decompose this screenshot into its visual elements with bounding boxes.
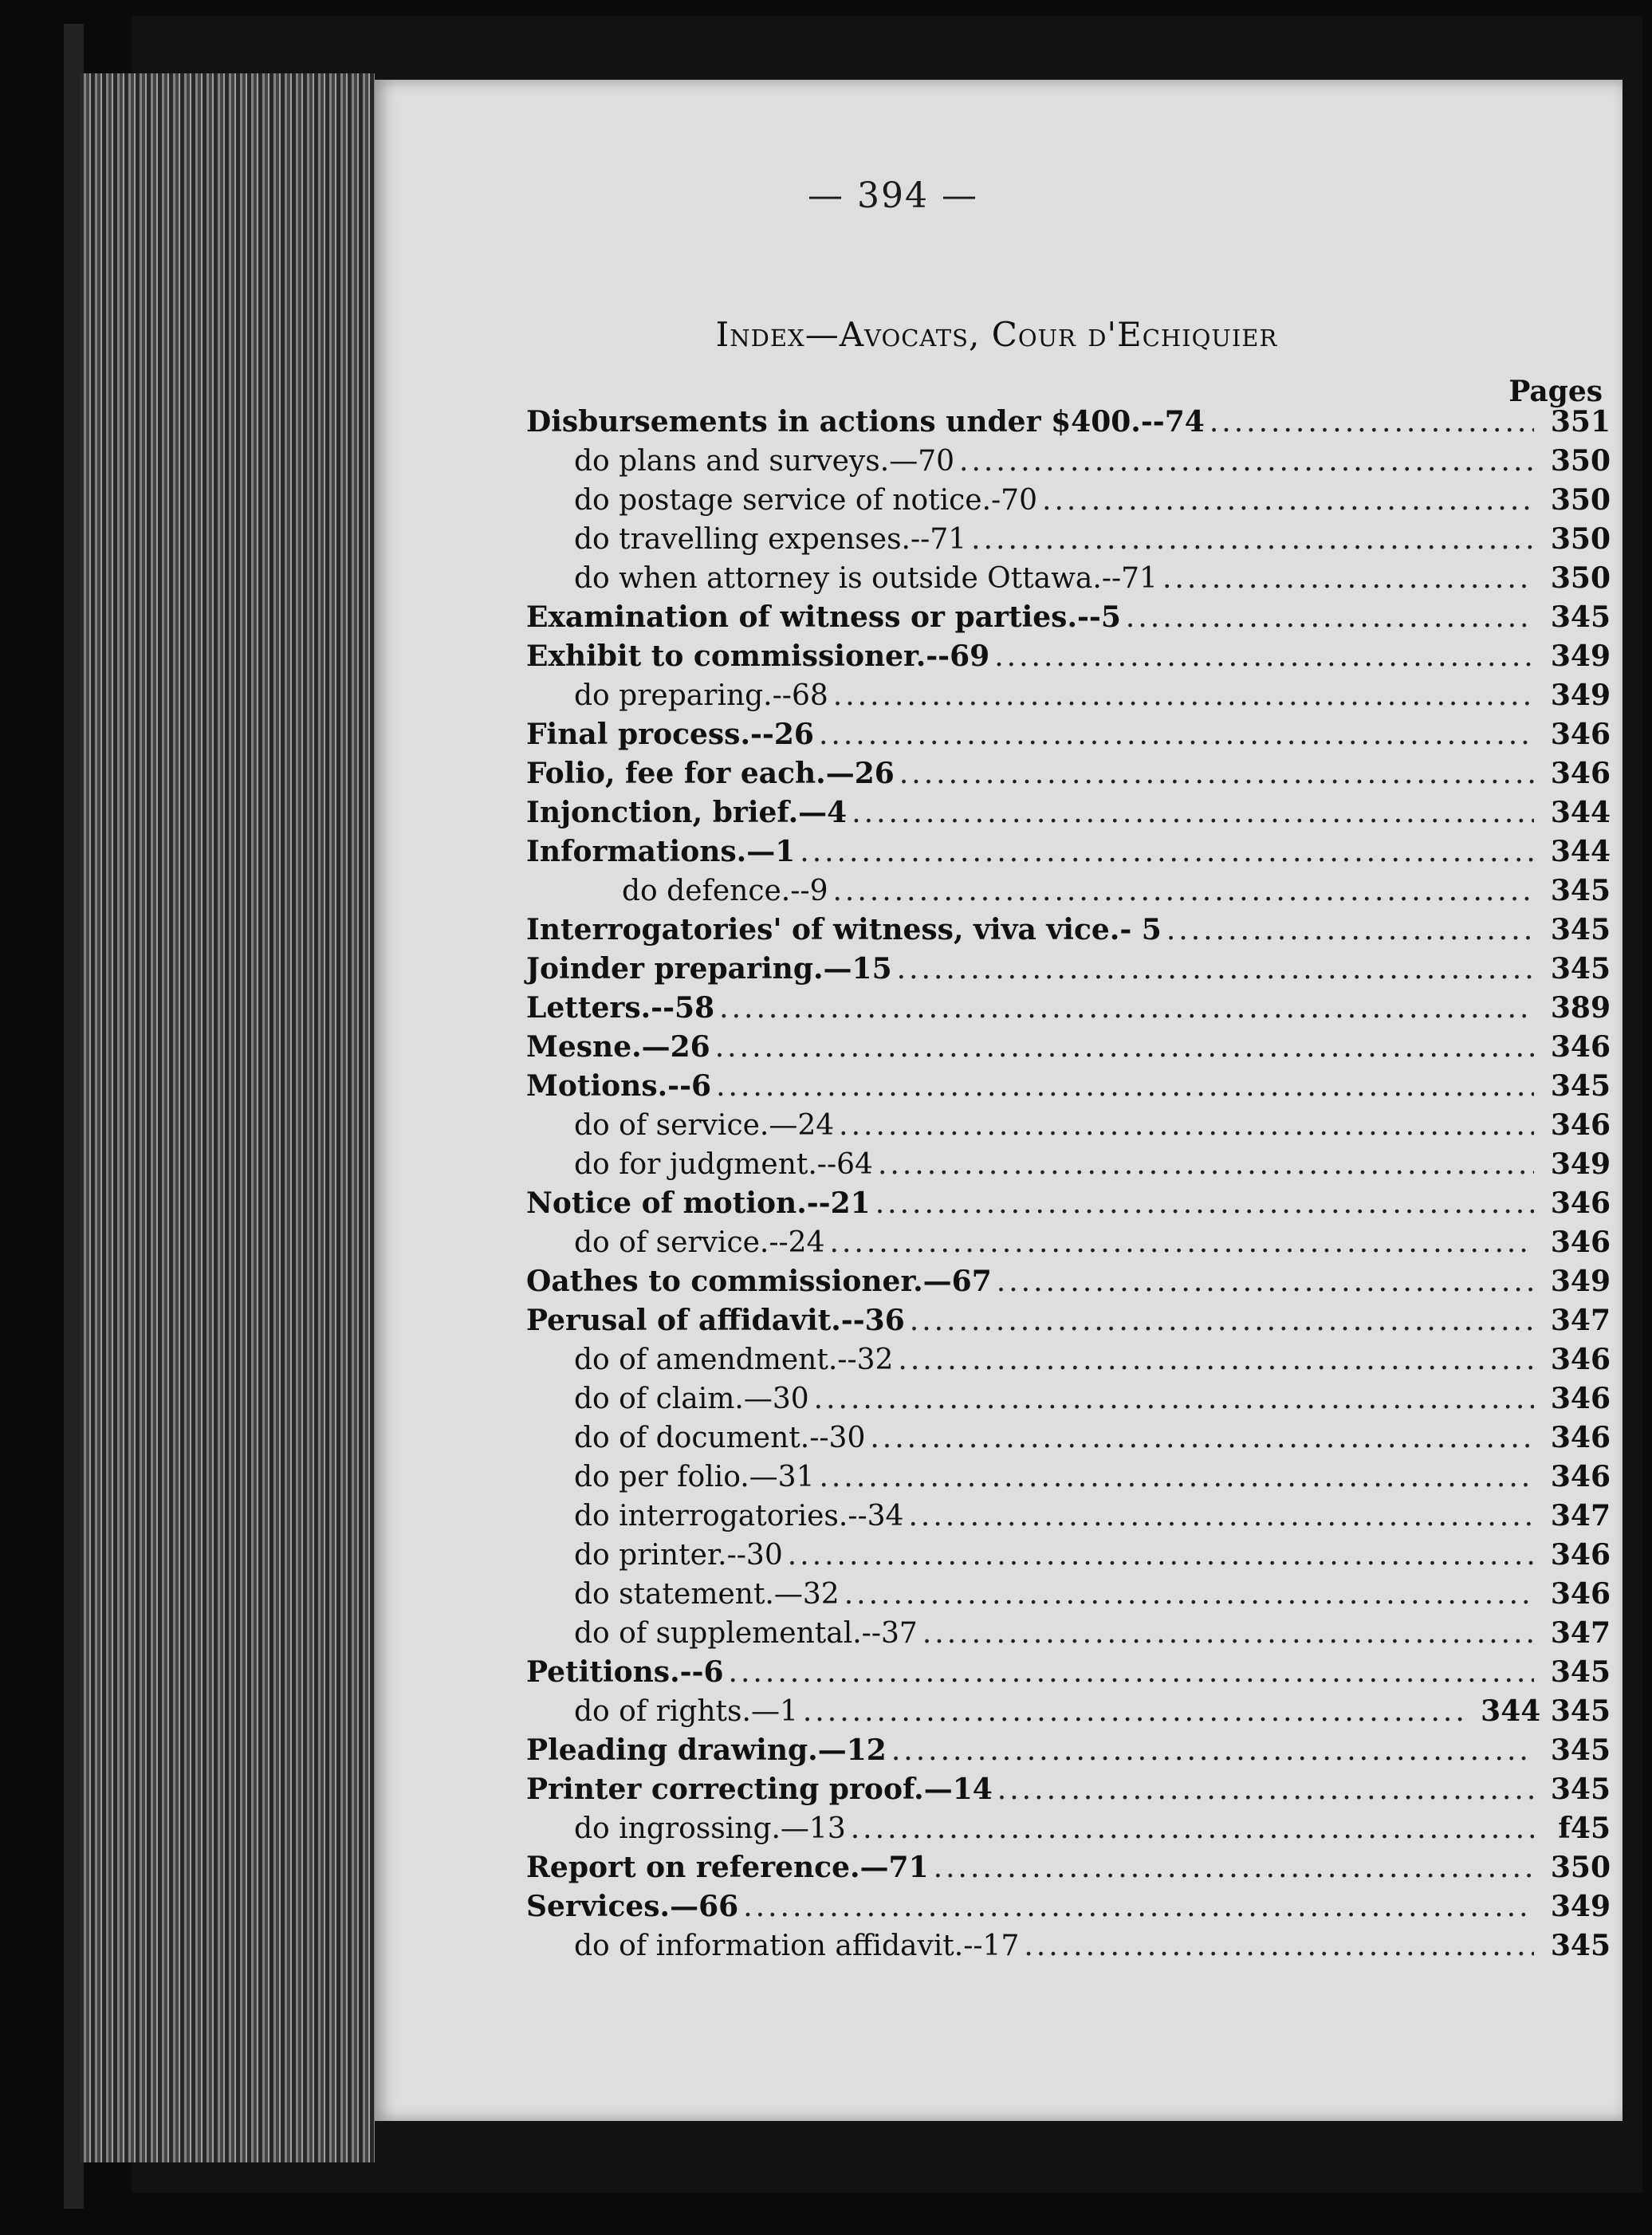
dot-leader bbox=[844, 1578, 1534, 1611]
dot-leader bbox=[1166, 914, 1534, 946]
entry-text: Motions.--6 bbox=[526, 1069, 712, 1103]
entry-page-number: 349 bbox=[1550, 1265, 1611, 1298]
entry-page-number: 344 bbox=[1550, 796, 1611, 829]
dot-leader bbox=[852, 797, 1534, 829]
dot-leader bbox=[800, 836, 1534, 868]
index-entry bbox=[526, 913, 1611, 952]
entry-text: do of service.—24 bbox=[574, 1109, 835, 1142]
index-entry bbox=[526, 1069, 1611, 1108]
index-entry bbox=[526, 1382, 1611, 1421]
entry-text: do plans and surveys.—70 bbox=[574, 445, 954, 478]
entry-page-number: 350 bbox=[1550, 561, 1611, 595]
entry-page-number: 350 bbox=[1550, 522, 1611, 556]
index-entry bbox=[526, 757, 1611, 796]
entry-page-number: 350 bbox=[1550, 483, 1611, 517]
entry-text: do of document.--30 bbox=[574, 1422, 866, 1454]
index-entry bbox=[526, 1343, 1611, 1382]
index-entry bbox=[526, 1108, 1611, 1147]
index-entry bbox=[526, 1538, 1611, 1577]
dot-leader bbox=[715, 1031, 1534, 1064]
entry-text: Mesne.—26 bbox=[526, 1030, 710, 1064]
page-edges bbox=[80, 73, 375, 2162]
index-entry bbox=[526, 561, 1611, 600]
entry-page-number: 347 bbox=[1550, 1499, 1611, 1533]
entry-text: do interrogatories.--34 bbox=[574, 1500, 904, 1533]
index-entry bbox=[526, 1733, 1611, 1773]
index-entry bbox=[526, 1655, 1611, 1694]
index-entry bbox=[526, 1304, 1611, 1343]
entry-text: Exhibit to commissioner.--69 bbox=[526, 639, 990, 673]
entry-text: do defence.--9 bbox=[622, 875, 828, 907]
dot-leader bbox=[830, 1226, 1535, 1259]
entry-text: Interrogatories' of witness, viva vice.- 5 bbox=[526, 913, 1162, 946]
index-entry bbox=[526, 1694, 1611, 1733]
entry-page-number: 346 bbox=[1550, 1108, 1611, 1142]
page-number: — 394 — bbox=[808, 175, 978, 216]
index-entry bbox=[526, 600, 1611, 639]
entry-text: Perusal of affidavit.--36 bbox=[526, 1304, 905, 1337]
dot-leader bbox=[997, 1265, 1534, 1298]
entry-text: do of service.--24 bbox=[574, 1226, 825, 1259]
index-entry bbox=[526, 835, 1611, 874]
entry-page-number: 345 bbox=[1550, 1069, 1611, 1103]
dot-leader bbox=[910, 1304, 1534, 1337]
entry-page-number: 389 bbox=[1550, 991, 1611, 1025]
entry-text: Report on reference.—71 bbox=[526, 1851, 929, 1884]
entry-text: Disbursements in actions under $400.--74 bbox=[526, 405, 1205, 439]
index-entry bbox=[526, 718, 1611, 757]
index-entry bbox=[526, 483, 1611, 522]
entry-text: Notice of motion.--21 bbox=[526, 1186, 871, 1220]
entry-text: do ingrossing.—13 bbox=[574, 1812, 846, 1845]
dot-leader bbox=[719, 992, 1534, 1025]
index-entry bbox=[526, 1147, 1611, 1186]
dot-leader bbox=[851, 1812, 1534, 1845]
index-entry bbox=[526, 991, 1611, 1030]
dot-leader bbox=[1024, 1930, 1534, 1962]
dot-leader bbox=[997, 1773, 1534, 1806]
entry-page-number: 346 bbox=[1550, 1343, 1611, 1376]
entry-page-number: 345 bbox=[1550, 1733, 1611, 1767]
dot-leader bbox=[743, 1891, 1534, 1923]
dot-leader bbox=[878, 1148, 1534, 1181]
index-entry bbox=[526, 874, 1611, 913]
index-entry bbox=[526, 1186, 1611, 1226]
index-entry bbox=[526, 405, 1611, 444]
entry-page-number: 346 bbox=[1550, 718, 1611, 751]
entry-page-number: 345 bbox=[1550, 952, 1611, 986]
dot-leader bbox=[1042, 484, 1534, 517]
entry-text: Petitions.--6 bbox=[526, 1655, 724, 1689]
dot-leader bbox=[1126, 601, 1534, 634]
dot-leader bbox=[875, 1187, 1534, 1220]
index-entry bbox=[526, 1773, 1611, 1812]
entry-page-number: 345 bbox=[1550, 1929, 1611, 1962]
entry-page-number: 346 bbox=[1550, 1421, 1611, 1454]
index-entry bbox=[526, 1265, 1611, 1304]
dot-leader bbox=[1162, 562, 1534, 595]
entry-page-number: 349 bbox=[1550, 679, 1611, 712]
entry-text: Examination of witness or parties.--5 bbox=[526, 600, 1121, 634]
dot-leader bbox=[994, 640, 1534, 673]
index-entry bbox=[526, 679, 1611, 718]
entry-page-number: 345 bbox=[1550, 1773, 1611, 1806]
entry-page-number: 347 bbox=[1550, 1616, 1611, 1650]
dot-leader bbox=[898, 1344, 1534, 1376]
entry-page-number: 344 345 bbox=[1481, 1694, 1611, 1728]
entry-text: do for judgment.--64 bbox=[574, 1148, 873, 1181]
entry-page-number: 345 bbox=[1550, 1655, 1611, 1689]
entry-page-number: f45 bbox=[1558, 1812, 1611, 1845]
index-entry bbox=[526, 1890, 1611, 1929]
index-entry bbox=[526, 444, 1611, 483]
index-entry bbox=[526, 1812, 1611, 1851]
entry-text: Joinder preparing.—15 bbox=[526, 952, 892, 986]
entry-page-number: 346 bbox=[1550, 757, 1611, 790]
entry-text: do of supplemental.--37 bbox=[574, 1617, 918, 1650]
entry-page-number: 346 bbox=[1550, 1538, 1611, 1572]
entry-page-number: 346 bbox=[1550, 1030, 1611, 1064]
index-entry bbox=[526, 1460, 1611, 1499]
entry-text: Oathes to commissioner.—67 bbox=[526, 1265, 992, 1298]
index-entry bbox=[526, 1226, 1611, 1265]
index-entry bbox=[526, 1929, 1611, 1968]
dot-leader bbox=[897, 953, 1534, 986]
entry-text: do of amendment.--32 bbox=[574, 1344, 894, 1376]
entry-text: do per folio.—31 bbox=[574, 1461, 815, 1493]
dot-leader bbox=[788, 1539, 1534, 1572]
entry-text: Folio, fee for each.—26 bbox=[526, 757, 895, 790]
index-entries bbox=[526, 405, 1611, 1968]
dot-leader bbox=[870, 1422, 1534, 1454]
dot-leader bbox=[908, 1500, 1534, 1533]
index-entry bbox=[526, 1421, 1611, 1460]
entry-page-number: 351 bbox=[1550, 405, 1611, 439]
index-entry bbox=[526, 796, 1611, 835]
index-entry bbox=[526, 1577, 1611, 1616]
entry-page-number: 349 bbox=[1550, 1890, 1611, 1923]
entry-text: do postage service of notice.-70 bbox=[574, 484, 1037, 517]
entry-page-number: 345 bbox=[1550, 913, 1611, 946]
dot-leader bbox=[819, 718, 1534, 751]
entry-text: do of information affidavit.--17 bbox=[574, 1930, 1020, 1962]
index-entry bbox=[526, 1616, 1611, 1655]
dot-leader bbox=[839, 1109, 1534, 1142]
entry-page-number: 345 bbox=[1550, 600, 1611, 634]
entry-text: do travelling expenses.--71 bbox=[574, 523, 967, 556]
dot-leader bbox=[819, 1461, 1534, 1493]
dot-leader bbox=[729, 1656, 1534, 1689]
dot-leader bbox=[833, 679, 1534, 712]
entry-text: do when attorney is outside Ottawa.--71 bbox=[574, 562, 1158, 595]
index-entry bbox=[526, 1030, 1611, 1069]
index-entry bbox=[526, 522, 1611, 561]
entry-text: Injonction, brief.—4 bbox=[526, 796, 848, 829]
index-entry bbox=[526, 1851, 1611, 1890]
entry-page-number: 349 bbox=[1550, 639, 1611, 673]
dot-leader bbox=[971, 523, 1534, 556]
entry-text: do preparing.--68 bbox=[574, 679, 828, 712]
dot-leader bbox=[832, 875, 1534, 907]
entry-text: do of rights.—1 bbox=[574, 1695, 798, 1728]
dot-leader bbox=[716, 1070, 1534, 1103]
dot-leader bbox=[959, 445, 1534, 478]
dot-leader bbox=[934, 1851, 1534, 1884]
entry-page-number: 347 bbox=[1550, 1304, 1611, 1337]
entry-page-number: 346 bbox=[1550, 1577, 1611, 1611]
entry-page-number: 346 bbox=[1550, 1382, 1611, 1415]
entry-text: do of claim.—30 bbox=[574, 1383, 809, 1415]
entry-text: Final process.--26 bbox=[526, 718, 814, 751]
entry-page-number: 344 bbox=[1550, 835, 1611, 868]
entry-text: Informations.—1 bbox=[526, 835, 796, 868]
entry-text: Letters.--58 bbox=[526, 991, 715, 1025]
dot-leader bbox=[1210, 406, 1534, 439]
entry-text: Printer correcting proof.—14 bbox=[526, 1773, 993, 1806]
entry-page-number: 346 bbox=[1550, 1186, 1611, 1220]
index-entry bbox=[526, 952, 1611, 991]
dot-leader bbox=[891, 1734, 1534, 1767]
entry-page-number: 345 bbox=[1550, 874, 1611, 907]
entry-page-number: 346 bbox=[1550, 1226, 1611, 1259]
entry-text: Pleading drawing.—12 bbox=[526, 1733, 887, 1767]
pages-column-label: Pages bbox=[1508, 375, 1603, 408]
entry-page-number: 350 bbox=[1550, 1851, 1611, 1884]
entry-page-number: 350 bbox=[1550, 444, 1611, 478]
entry-text: Services.—66 bbox=[526, 1890, 739, 1923]
running-head: Index—Avocats, Cour d'Echiquier bbox=[715, 315, 1278, 354]
index-entry bbox=[526, 639, 1611, 679]
dot-leader bbox=[803, 1695, 1470, 1728]
index-entry bbox=[526, 1499, 1611, 1538]
entry-text: do statement.—32 bbox=[574, 1578, 840, 1611]
entry-page-number: 349 bbox=[1550, 1147, 1611, 1181]
entry-text: do printer.--30 bbox=[574, 1539, 783, 1572]
dot-leader bbox=[922, 1617, 1534, 1650]
dot-leader bbox=[899, 757, 1534, 790]
dot-leader bbox=[814, 1383, 1534, 1415]
entry-page-number: 346 bbox=[1550, 1460, 1611, 1493]
